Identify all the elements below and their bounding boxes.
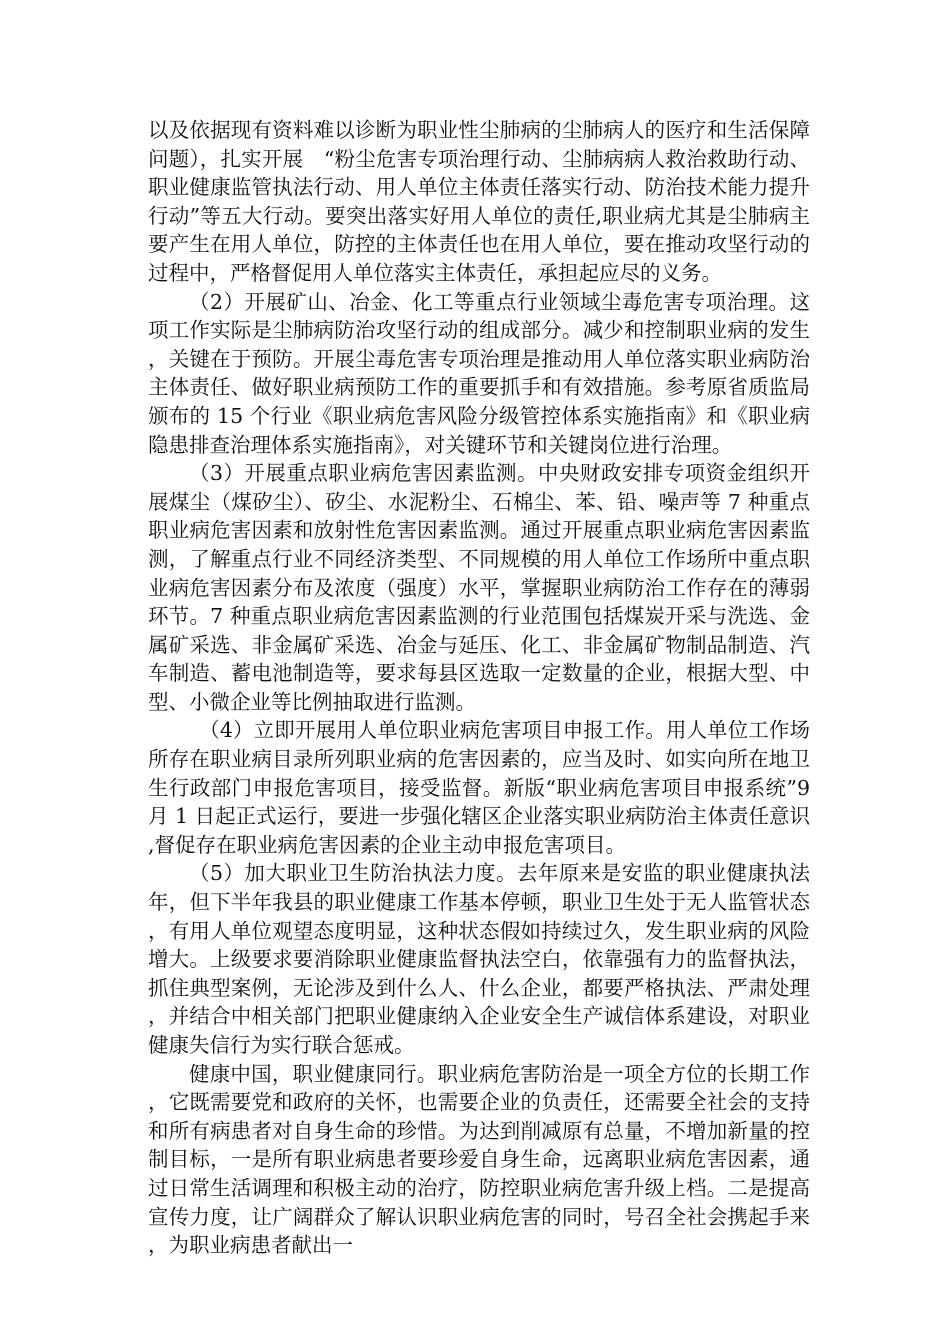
paragraph-item-4: （4）立即开展用人单位职业病危害项目申报工作。用人单位工作场所存在职业病目录所列职业病的危害因素的，应当及时、如实向所在地卫生行政部门申报危害项目，接受监督。新版“职业病危害项目申报系统”9 月 1 日起正式运行，要进一步强化辖区企业落实职业病防治主体责任意识,督促存在职业病危害因素的企业主动申报危害项目。 (148, 718, 810, 857)
paragraph-item-5: （5）加大职业卫生防治执法力度。去年原来是安监的职业健康执法年，但下半年我县的职业健康工作基本停顿，职业卫生处于无人监管状态，有用人单位观望态度明显，这种状态假如持续过久，发生职业病的风险增大。上级要求要消除职业健康监督执法空白，依靠强有力的监督执法，抓住典型案例，无论涉及到什么人、什么企业，都要严格执法、严肃处理，并结合中相关部门把职业健康纳入企业安全生产诚信体系建设，对职业健康失信行为实行联合惩戒。 (148, 861, 810, 1057)
paragraph-item-3: （3）开展重点职业病危害因素监测。中央财政安排专项资金组织开展煤尘（煤矽尘）、矽尘、水泥粉尘、石棉尘、苯、铅、噪声等 7 种重点职业病危害因素和放射性危害因素监测。通过开展重点职业病危害因素监测，了解重点行业不同经济类型、不同规模的用人单位工作场所中重点职业病危害因素分布及浓度（强度）水平，掌握职业病防治工作存在的薄弱环节。7 种重点职业病危害因素监测的行业范围包括煤炭开采与洗选、金属矿采选、非金属矿采选、冶金与延压、化工、非金属矿物制品制造、汽车制造、蓄电池制造等，要求每县区选取一定数量的企业，根据大型、中型、小微企业等比例抽取进行监测。 (148, 461, 810, 714)
document-body (148, 116, 810, 1260)
paragraph-item-2: （2）开展矿山、冶金、化工等重点行业领域尘毒危害专项治理。这项工作实际是尘肺病防治攻坚行动的组成部分。减少和控制职业病的发生，关键在于预防。开展尘毒危害专项治理是推动用人单位落实职业病防治主体责任、做好职业病预防工作的重要抓手和有效措施。参考原省质监局颁布的 15 个行业《职业病危害风险分级管控体系实施指南》和《职业病隐患排查治理体系实施指南》，对关键环节和关键岗位进行治理。 (148, 289, 810, 457)
paragraph-continued: 以及依据现有资料难以诊断为职业性尘肺病的尘肺病人的医疗和生活保障问题），扎实开展 “粉尘危害专项治理行动、尘肺病病人救治救助行动、职业健康监管执法行动、用人单位主体责任落实行动、防治技术能力提升行动”等五大行动。要突出落实好用人单位的责任,职业病尤其是尘肺病主要产生在用人单位，防控的主体责任也在用人单位，要在推动攻坚行动的过程中，严格督促用人单位落实主体责任，承担起应尽的义务。 (148, 118, 810, 285)
paragraph-conclusion: 健康中国，职业健康同行。职业病危害防治是一项全方位的长期工作，它既需要党和政府的关怀，也需要企业的负责任，还需要全社会的支持和所有病患者对自身生命的珍惜。为达到削减原有总量，不增加新量的控制目标，一是所有职业病患者要珍爱自身生命，远离职业病危害因素，通过日常生活调理和积极主动的治疗，防控职业病危害升级上档。二是提高宣传力度，让广阔群众了解认识职业病危害的同时，号召全社会携起手来，为职业病患者献出一 (148, 1061, 810, 1258)
